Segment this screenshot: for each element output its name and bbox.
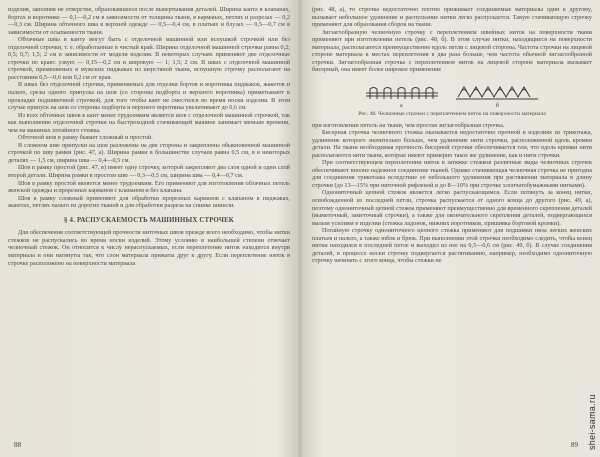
- paragraph: Для обеспечения соответствующей прочности ниточных швов прежде всего необходимо, чтобы нитки стежков не распускались во время носки изделий. Этому условию в наибольшей степени отвечает челночный стежок. Он относится к числу нераспускаемых, если переплетение ниток находится внутри материала и они натянуты так, что слои материала прижаты друг к другу. Если переплетение ниток в строчке расположено на поверхности материала: [8, 229, 290, 267]
- page-number-right: 89: [571, 441, 578, 449]
- paragraph: В швах без отделочной строчки, применяемых для отделки бортов и воротника пиджаков, жакетов и пальто, срезы одного припуска на шов (со стороны подборта и верхнего воротника) приметывают к прокладке подшивочной строчкой, для того чтобы кант не сместился во время носки изделия. В этом случае припуск на шов со стороны подборта и верхнего воротника увеличивают до 0,6 см.: [8, 81, 290, 112]
- paragraph: Обтачные швы в канту могут быть с отделочной машинной или вспушкой строчкой или без отделочной строчки, т. е. обработанные в чистый край. Ширина отделочной машинной строчки равна 0,2; 0,5; 0,7; 1,5; 2 см в зависимости от модели изделия. В некоторых случаях применяют две отделочные строчки по краю: узкую — 0,15—0,2 см и широкую — 1; 1,5; 2 см. В швах с отделочной машинной строчкой, применяемых в мужских пиджаках из шерстяной ткани, вспушную строчку располагают на расстоянии 0,5—0,6 или 0,2 см от края.: [8, 36, 290, 81]
- paragraph: Потайную строчку однониточного цепного стежка применяют для подшивки низа легких женских платьев и пальто, а также юбок и брюк. При выполнении этой строчки необходимо следить, чтобы конец нитки находился в последней петле и выходил из нее на 0,5—0,6 см (рис. 49, б). В случае соединения деталей, в процессе носки строчку подвергается растягиванию, например, необходимо однониточную строчку начинать с этого конца, чтобы стежки не: [312, 227, 592, 265]
- site-watermark: shei-sama.ru: [587, 394, 597, 450]
- paragraph: Однониточный цепной стежок является легко распускающимся. Если потянуть за конец нитки, освобожденной из последней петли, строчка распускается от одного конца до другого (рис. 49, а), поэтому однониточный цепной стежок применяют преимущественно для временного скрепления деталей (выметочный, заметочный строчки), а также для окончательного скрепления деталей, подвергающихся малым усилиям в изделии (стежка ладонок, нижних воротников, пришивка бортовой кромки).: [312, 189, 592, 227]
- paragraph: Из всех обтачных швов в кант менее трудоемким является шов с отделочной машинной строчкой, так как выполнение отделочной строчки на быстроходной стачивающей машине занимает меньше времени, чем на машинах потайного стежка.: [8, 111, 290, 134]
- section-heading: § 4. РАСПУСКАЕМОСТЬ МАШИННЫХ СТРОЧЕК: [64, 216, 234, 224]
- paragraph: Зигзагообразную челночную строчку с переплетением швейных ниток на поверхности ткани применяют при изготовлении петель (рис. 48, б). В этом случае нитки, находящиеся на поверхности материала, располагаются преимущественно вдоль петли с лицевой стороны. Частота строчки на лицевой стороне материала в местах переплетения в два раза больше, чем частота обычной зигзагообразной строчки. Зигзагообразная строчка с переплетением ниток на лицевой стороне материала вызывает бисерный, она имеет более широкое применение: [312, 28, 592, 74]
- stitch-b: [456, 87, 538, 99]
- stitch-figure: [312, 79, 592, 109]
- paragraph: при изготовлении петель на ткани, чем простая зигзагообразная строчка.: [312, 121, 505, 129]
- paragraph: Обточной шов в рамку бывает сложный и простой.: [18, 134, 153, 142]
- left-page: [8, 6, 290, 446]
- paragraph: Шов в рамку простой (рис. 47, в) имеет одну строчку, которой закрепляют два слоя одной и один слой второй детали. Ширина рамки в простом шве — 0,3—0,5 см, ширина шва — 0,4—0,7 см.: [8, 164, 290, 180]
- paragraph: (рис. 48, а), то строчка недостаточно плотно прижимает соединяемые материалы один к другому, вызывает небольшое удлинение и распускание нитки легко распускается. Такую стачивающую строчку применяют для образования сборок на ткани.: [312, 6, 592, 29]
- paragraph: В сложном шве припуски на шов разложены на две стороны и закреплены обыкновенной машинной строчкой по шву рамки (рис. 47, а). Ширина рамки в большинстве случаев равна 0,5 см, в в некоторых деталях — 1,5 см, ширина шва — 0,4—0,5 см.: [8, 141, 290, 164]
- figure-label-b: б: [496, 102, 500, 109]
- paragraph: Шов в рамку простой является менее трудоемким. Его применяют для изготовления обтачных петель женской одежды и прорезных карманов с клапаном и без клапана.: [8, 179, 290, 195]
- stitch-a: [366, 87, 438, 99]
- stitch-illustration: [362, 79, 542, 109]
- paragraph: Шов в рамку сложный применяют для обработки прорезных карманов с клапаном в пиджаках, жакетах, петлях пальто из дорогих тканей и для обработки разреза на спинке шинели.: [8, 194, 290, 210]
- paragraph: При соответствующем переплетении ниток в затяжке стежков различные виды челночных строчек обеспечивают вполне надежное соединение тканей. Однако стачивающая челночная строчка не пригодна для соединения трикотажа вследствие ее небольшого удлинения при растяжении материала в длину строчки (до 13—15% при ниточной рифленой и до 8—10% при строчке хлопчатобумажными нитками).: [312, 159, 592, 189]
- figure-label-a: а: [400, 102, 403, 109]
- page-number-left: 88: [14, 441, 21, 449]
- paragraph: Бисерная строчка челночного стежка оказывается недостаточно прочной в изделиях из трикотажа, удлинение которого значительно больше, чем удлинение нити строчки, расположенной вдоль кромки детали. На ткани необходимая прочность бисерной строчки обеспечивается тем, что вдоль кромки нити располагаются нити ткани, которые имеют примерно такое же удлинение, как и нити строчки.: [312, 129, 592, 159]
- right-page: [312, 6, 592, 446]
- paragraph: изделия, заполняя не отверстие, образовавшееся после вывертывания деталей. Ширина канта в клапанах, бортах и воротнике — 0,1—0,2 см в зависимости от толщины ткани, в карманах, петлях и разрезах — 0,2—0,3 см. Ширина обтачного шва в верхней одежде — 0,5—0,4 см, в платьях и блузах — 0,5—0,7 см в зависимости от осыпаемости ткани.: [8, 6, 290, 36]
- figure-caption: Рис. 48. Челночные строчки с переплетением ниток на поверхности материала: [358, 110, 546, 117]
